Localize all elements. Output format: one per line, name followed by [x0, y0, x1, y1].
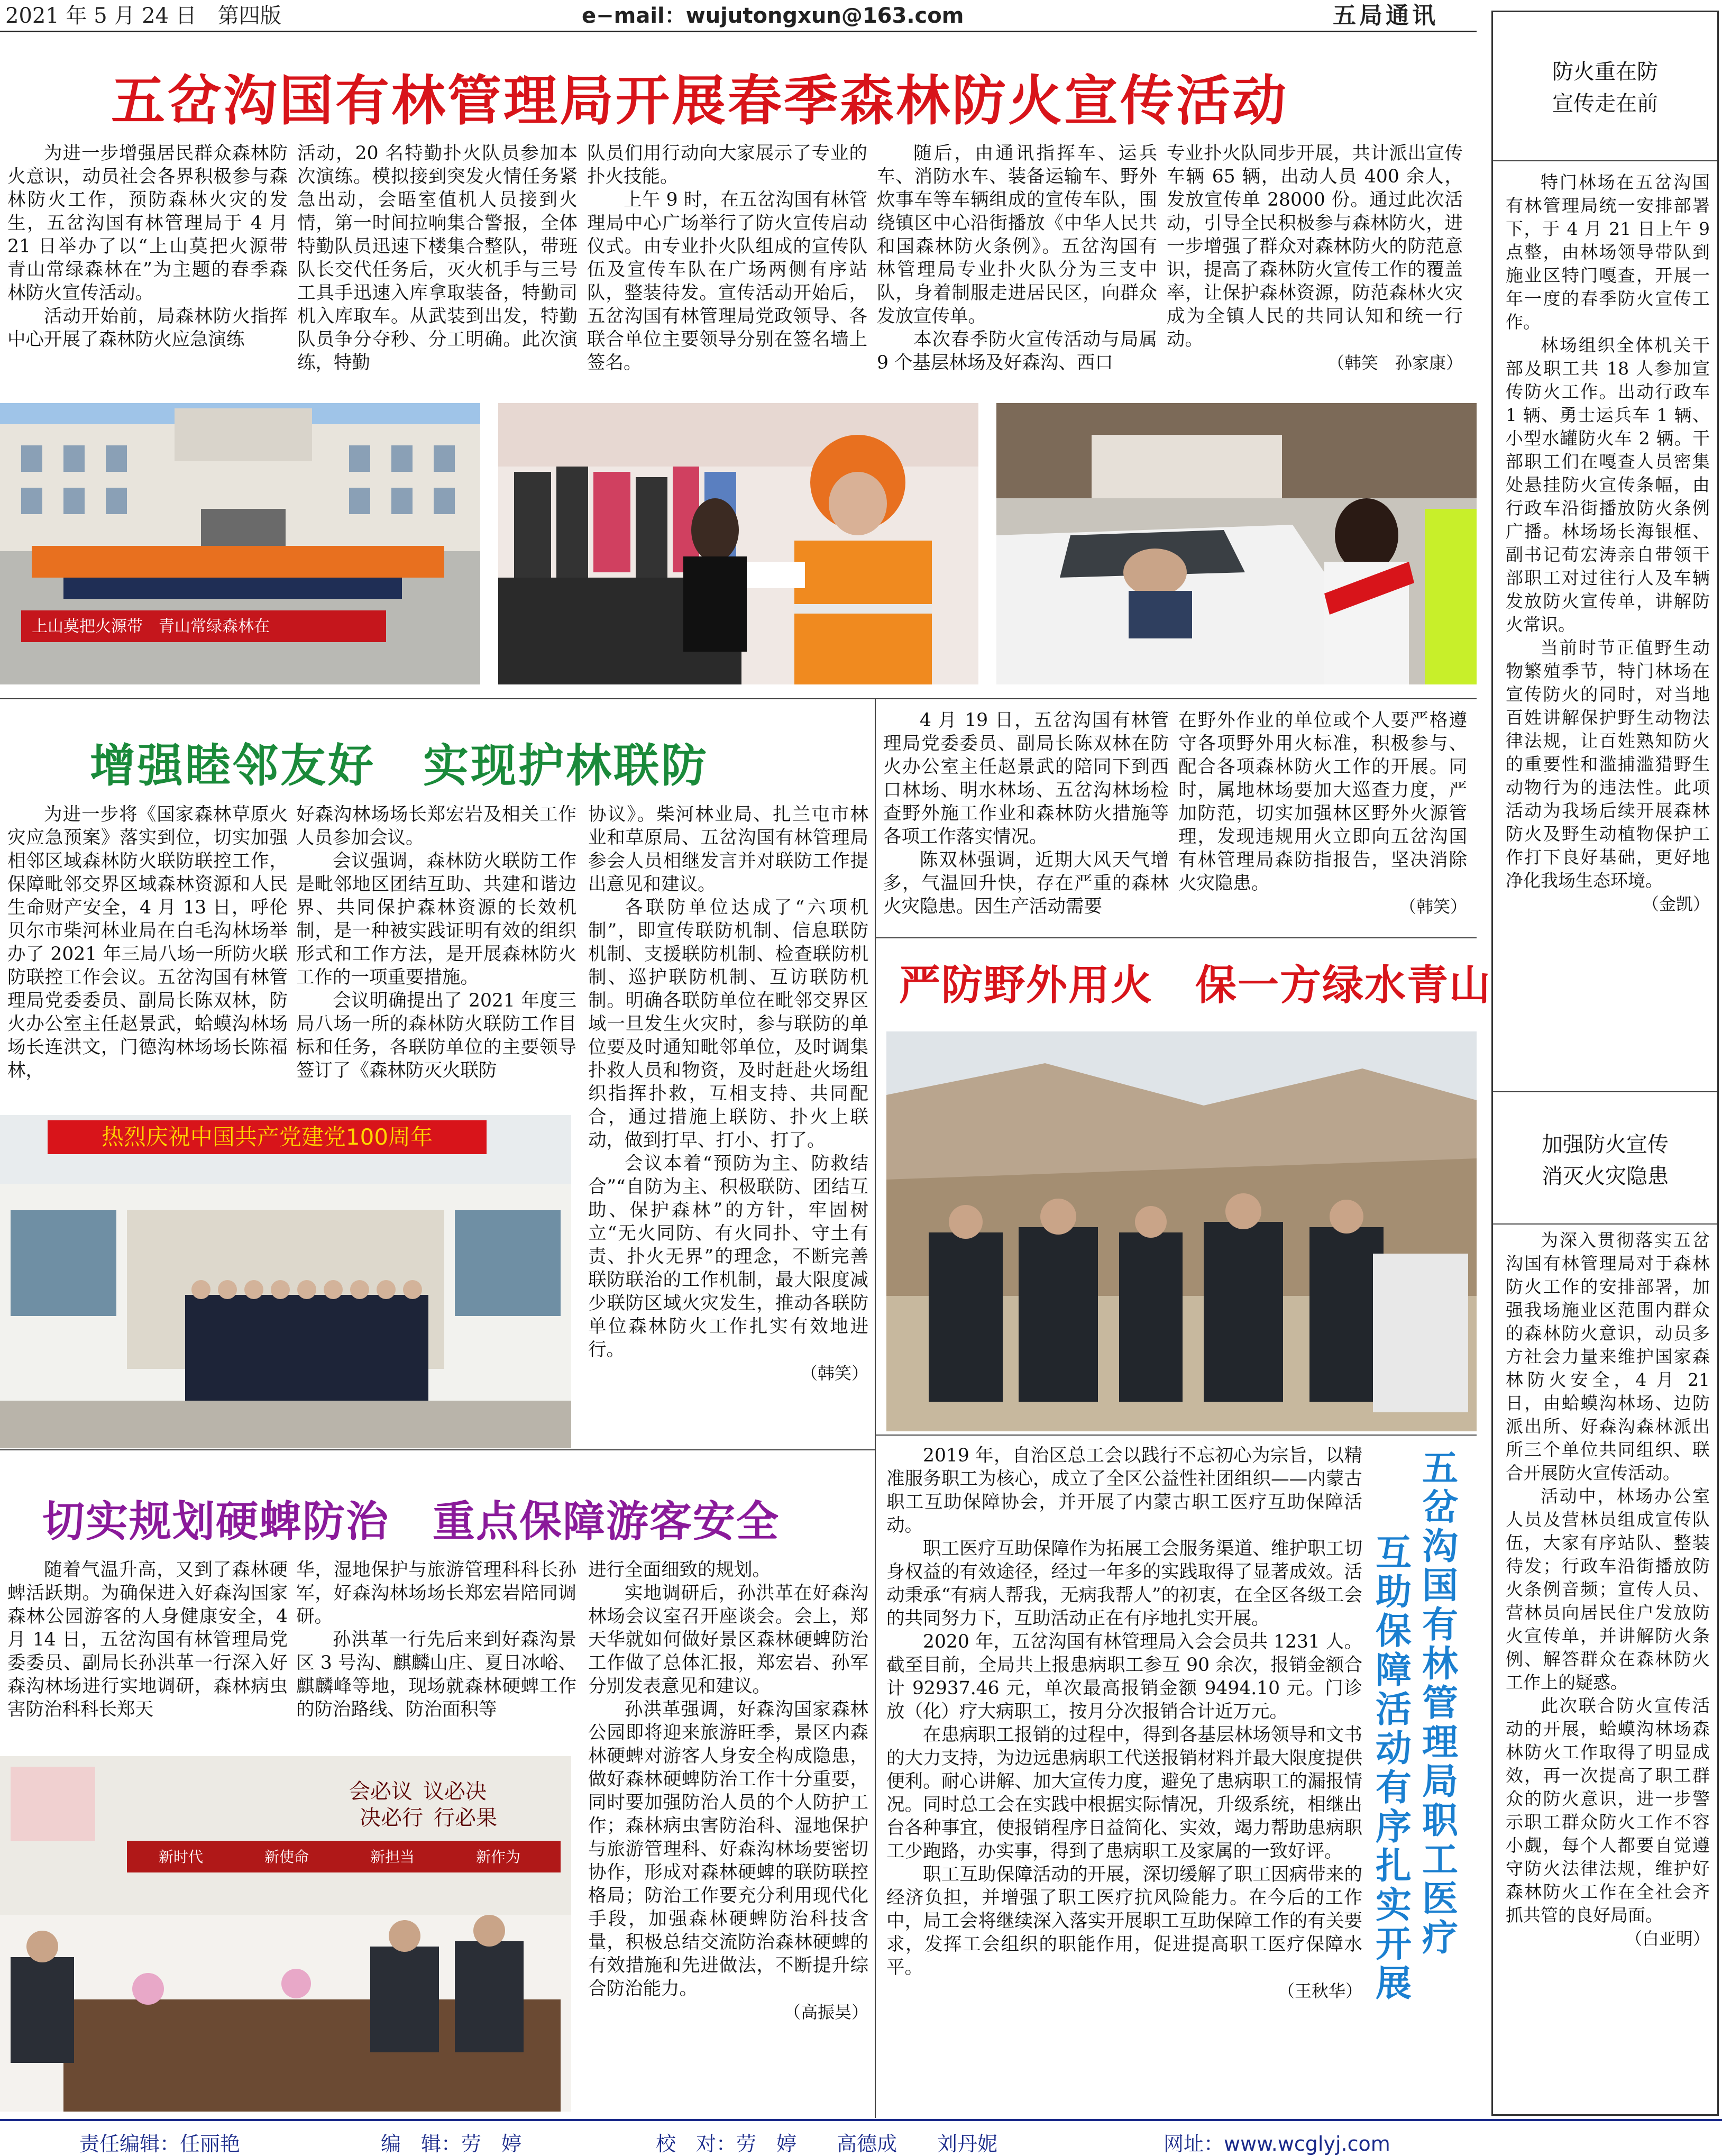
paragraph: 为深入贯彻落实五岔沟国有林管理局对于森林防火工作的安排部署，加强我场施业区范围内群众的森林防火意识，动员多方社会力量来维护国家森林防火安全，4 月 21 日，由蛤蟆沟林场、边防派出所、好森沟森林派出所三个单位共同组织、联合开展防火宣传活动。 [1506, 1230, 1710, 1483]
page-footer [0, 2119, 1722, 2156]
article1-column-3 [587, 142, 867, 396]
article2-column-1 [7, 803, 288, 1099]
paper-name: 五局通讯 [1333, 2, 1439, 29]
paragraph: 此次联合防火宣传活动的开展，蛤蟆沟林场森林防火工作取得了明显成效，再一次提高了职工群众的防火意识，进一步警示职工群众防火工作不容小觑，每个人都要自觉遵守防火法律法规，维护好森林防火工作在全社会齐抓共管的良好局面。 [1506, 1695, 1710, 1925]
wall-slogan: 行必果 [434, 1806, 497, 1830]
article4-title: 切实规划硬蜱防治 重点保障游客安全 [42, 1497, 780, 1546]
paragraph: 在野外作业的单位或个人要严格遵守各项野外用火标准，积极参与、配合各项森林防火工作的开展。同时，属地林场要加大巡查力度，严加防范，切实加强林区野外火源管理，发现违规用火立即向五岔沟国有林管理局森防指报告，坚决消除火灾隐患。 [1178, 710, 1467, 894]
article1-column-5 [1167, 142, 1463, 396]
byline: （金凯） [1642, 894, 1710, 914]
photo-group-meeting [0, 1115, 571, 1448]
paragraph: 林场组织全体机关干部及职工共 18 人参加宣传防火工作。出动行政车 1 辆、勇士运兵车 1 辆、小型水罐防火车 2 辆。干部职工们在嘎查人员密集处悬挂防火宣传条幅，由行政车沿街播放防火条例广播。林场场长海银框、副书记荀宏涛亲自带领干部职工对过往行人及车辆发放防火宣传单，讲解防火常识。 [1506, 335, 1710, 635]
wall-slogan: 新使命 [264, 1848, 309, 1866]
paragraph: 陈双林强调，近期大风天气增多，气温回升快，存在严重的森林火灾隐患。因生产活动需要 [883, 849, 1169, 917]
paragraph: 随着气温升高，又到了森林硬蜱活跃期。为确保进入好森沟国家森林公园游客的人身健康安全，4 月 14 日，五岔沟国有林管理局党委委员、副局长孙洪革一行深入好森沟林场进行实地调研，森林病虫害防治科科长郑天 [7, 1559, 288, 1720]
wall-slogan: 议必决 [423, 1779, 487, 1804]
footer-website: 网址：www.wcglyj.com [1164, 2132, 1390, 2155]
photo-field-inspection [886, 1031, 1477, 1431]
footer-editor-in-charge: 责任编辑：任丽艳 [79, 2132, 241, 2155]
section-rule [875, 1435, 1477, 1436]
paragraph: 实地调研后，孙洪革在好森沟林场会议室召开座谈会。会上，郑天华就如何做好景区森林硬蜱防治工作做了总体汇报，郑宏岩、孙军分别发表意见和建议。 [588, 1583, 868, 1697]
paragraph: 2019 年，自治区总工会以践行不忘初心为宗旨，以精准服务职工为核心，成立了全区公益性社团组织——内蒙古职工互助保障协会，并开展了内蒙古职工医疗互助保障活动。 [886, 1445, 1362, 1536]
paragraph: 本次春季防火宣传活动与局属 9 个基层林场及好森沟、西口 [877, 329, 1157, 373]
paragraph: 活动中，林场办公室人员及营林员组成宣传队伍，大家有序站队、整装待发；行政车沿街播放防火条例音频；宣传人员、营林员向居民住户发放防火宣传单，并讲解防火条例、解答群众在森林防火工作上的疑惑。 [1506, 1486, 1710, 1693]
byline: （高振昊） [783, 2002, 868, 2022]
paragraph: 会议本着“预防为主、防救结合”“自防为主、积极联防、团结互助、保护森林”的方针，牢固树立“无火同防、有火同扑、守土有责、扑火无界”的理念，不断完善联防联治的工作机制，最大限度减少联防区域火灾发生，推动各联防单位森林防火工作扎实有效地进行。 [588, 1153, 868, 1360]
column-divider [875, 698, 876, 1436]
sidebar [1491, 11, 1719, 2116]
article2-column-2 [296, 803, 576, 1099]
paragraph: 华，湿地保护与旅游管理科科长孙军，好森沟林场场长郑宏岩陪同调研。 [296, 1559, 576, 1627]
article3-title: 严防野外用火 保一方绿水青山 [899, 962, 1492, 1009]
sidebar-story1-title-line1: 防火重在防 [1552, 60, 1658, 84]
column-divider [875, 1435, 876, 2118]
footer-proofreaders: 校 对：劳 婷 高德成 刘丹妮 [656, 2132, 998, 2155]
article5-title-col1: 五岔沟国有林管理局职工医疗 [1422, 1448, 1458, 1959]
paragraph: 专业扑火队同步开展，共计派出宣传车辆 65 辆，出动人员 400 余人，发放宣传单 28000 份。通过此次活动，引导全民积极参与森林防火，进一步增强了群众对森林防火的防范意识，提高了森林防火宣传工作的覆盖率，让保护森林资源，防范森林火灾成为全镇人民的共同认知和统一行动。 [1167, 143, 1463, 350]
email-address: e−mail：wujutongxun@163.com [582, 4, 964, 28]
wall-slogan: 会必议 [349, 1779, 413, 1804]
paragraph: 4 月 19 日，五岔沟国有林管理局党委委员、副局长陈双林在防火办公室主任赵景武的陪同下到西口林场、明水林场、五岔沟林场检查野外施工作业和森林防火措施等各项工作落实情况。 [883, 710, 1169, 847]
sidebar-rule [1493, 160, 1717, 161]
sidebar-story2-title-line1: 加强防火宣传 [1542, 1132, 1669, 1157]
byline: （韩笑 孙家康） [1327, 353, 1463, 373]
sidebar-story2-body [1506, 1229, 1710, 2107]
byline: （王秋华） [1277, 1981, 1362, 2001]
article5-column [886, 1444, 1362, 2114]
paragraph: 活动开始前，局森林防火指挥中心开展了森林防火应急演练 [7, 306, 288, 350]
article2-title: 增强睦邻友好 实现护林联防 [90, 739, 709, 792]
photo-car-checkpoint [996, 403, 1477, 684]
paragraph: 会议明确提出了 2021 年度三局八场一所的森林防火联防工作目标和任务，各联防单位的主要领导签订了《森林防灭火联防 [296, 990, 576, 1081]
paragraph: 2020 年，五岔沟国有林管理局入会会员共 1231 人。截至目前，全局共上报患病职工参互 90 余次，报销金额合计 92937.46 元，单次最高报销金额 9494.10 元。门诊放（化）疗大病职工，按月分次报销合计近万元。 [886, 1631, 1362, 1722]
paragraph: 进行全面细致的规划。 [588, 1559, 771, 1581]
wall-slogan: 新作为 [476, 1848, 521, 1866]
wall-slogan: 新担当 [370, 1848, 415, 1866]
byline: （韩笑） [1399, 897, 1467, 917]
wall-slogan: 新时代 [159, 1848, 204, 1866]
wall-slogan: 决必行 [360, 1806, 423, 1830]
paragraph: 上午 9 时，在五岔沟国有林管理局中心广场举行了防火宣传启动仪式。由专业扑火队组成的宣传队伍及宣传车队在广场两侧有序站队，整装待发。宣传活动开始后，五岔沟国有林管理局党政领导、各联合单位主要领导分别在签名墙上签名。 [587, 189, 867, 373]
paragraph: 孙洪革强调，好森沟国家森林公园即将迎来旅游旺季，景区内森林硬蜱对游客人身安全构成隐患，做好森林硬蜱防治工作十分重要，同时要加强防治人员的个人防护工作；森林病虫害防治科、湿地保护与旅游管理科、好森沟林场要密切协作，形成对森林硬蜱的联防联控格局；防治工作要充分利用现代化手段，加强森林硬蜱防治科技含量，积极总结交流防治森林硬蜱的有效措施和先进做法，不断提升综合防治能力。 [588, 1699, 868, 1999]
article4-column-1 [7, 1558, 288, 1744]
section-rule [875, 937, 1477, 938]
sidebar-story1-title-line2: 宣传走在前 [1552, 92, 1658, 116]
header-rule [0, 31, 1477, 32]
paragraph: 职工医疗互助保障作为拓展工会服务渠道、维护职工切身权益的有效途径，经过一年多的实践取得了显著成效。活动秉承“有病人帮我，无病我帮人”的初衷，在全区各级工会的共同努力下，互助活动正在有序地扎实开展。 [886, 1538, 1362, 1629]
issue-date: 2021 年 5 月 24 日 第四版 [5, 4, 281, 28]
paragraph: 活动，20 名特勤扑火队员参加本次演练。模拟接到突发火情任务紧急出动，会晤室值机人员接到火情，第一时间拉响集合警报，全体特勤队员迅速下楼集合整队，带班队长交代任务后，灭火机手与三号工具手迅速入库拿取装备，特勤司机入库取车。从武装到出发，特勤队员争分夺秒、分工明确。此次演练，特勤 [297, 143, 578, 373]
paragraph: 协议》。柴河林业局、扎兰屯市林业和草原局、五岔沟国有林管理局参会人员相继发言并对联防工作提出意见和建议。 [588, 804, 868, 895]
paragraph: 为进一步增强居民群众森林防火意识，动员社会各界积极参与森林防火工作，预防森林火灾的发生，五岔沟国有林管理局于 4 月 21 日举办了以“上山莫把火源带 青山常绿森林在”为主题的春季森林防火宣传活动。 [7, 143, 288, 304]
article3-column-2 [1178, 709, 1467, 920]
article4-column-2 [296, 1558, 576, 1744]
banner-text: 上山莫把火源带 青山常绿森林在 [32, 617, 270, 636]
footer-editor: 编 辑：劳 婷 [381, 2132, 522, 2155]
paragraph: 孙洪革一行先后来到好森沟景区 3 号沟、麒麟山庄、夏日冰峪、麒麟峰等地，现场就森林硬蜱工作的防治路线、防治面积等 [296, 1629, 576, 1720]
article1-column-1 [7, 142, 288, 396]
paragraph: 当前时节正值野生动物繁殖季节，特门林场在宣传防火的同时，对当地百姓讲解保护野生动物法律法规，让百姓熟知防火的重要性和滥捕滥猎野生动物行为的违法性。此项活动为我场后续开展森林防火及野生动植物保护工作打下良好基础，更好地净化我场生态环境。 [1506, 637, 1710, 891]
paragraph: 会议强调，森林防火联防工作是毗邻地区团结互助、共建和谐边界、共同保护森林资源的长效机制，是一种被实践证明有效的组织形式和工作方法，是开展森林防火工作的一项重要措施。 [296, 851, 576, 988]
paragraph: 在患病职工报销的过程中，得到各基层林场领导和文书的大力支持，为边远患病职工代送报销材料并最大限度提供便利。耐心讲解、加大宣传力度，避免了患病职工的漏报情况。同时总工会在实践中根据实际情况，升级系统，相继出台各种事宜，使报销程序日益简化、实效，竭力帮助患病职工少跑路，办实事，得到了患病职工及家属的一致好评。 [886, 1724, 1362, 1862]
section-rule [0, 698, 1477, 699]
photo-meeting-room [0, 1756, 571, 2112]
paragraph: 职工互助保障活动的开展，深切缓解了职工因病带来的经济负担，并增强了职工医疗抗风险能力。在今后的工作中，局工会将继续深入落实开展职工互助保障工作的有关要求，发挥工会组织的职能作用，促进提高职工医疗保障水平。 [886, 1864, 1362, 1978]
paragraph: 各联防单位达成了“六项机制”，即宣传联防机制、信息联防机制、支援联防机制、检查联防机制、巡护联防机制、互访联防机制。明确各联防单位在毗邻交界区域一旦发生火灾时，参与联防的单位要及时通知毗邻单位，及时调集扑救人员和物资，及时赶赴火场组织指挥扑救，互相支持、共同配合，通过措施上联防、扑火上联动，做到打早、打小、打了。 [588, 897, 868, 1151]
article1-column-4 [877, 142, 1157, 396]
paragraph: 好森沟林场场长郑宏岩及相关工作人员参加会议。 [296, 804, 576, 848]
byline: （韩笑） [800, 1363, 868, 1383]
sidebar-story2-title-line2: 消灭火灾隐患 [1542, 1164, 1669, 1189]
paragraph: 特门林场在五岔沟国有林管理局统一安排部署下，于 4 月 21 日上午 9 点整，由林场领导带队到施业区特门嘎查，开展一年一度的春季防火宣传工作。 [1506, 172, 1710, 332]
article4-column-3 [588, 1558, 868, 2117]
paragraph: 队员们用行动向大家展示了专业的扑火技能。 [587, 143, 867, 187]
sidebar-story1-body [1506, 171, 1710, 1070]
article2-column-3 [588, 803, 868, 1495]
article5-title-col2: 互助保障活动有序扎实开展 [1375, 1532, 1412, 2005]
banner-text: 热烈庆祝中国共产党建党100周年 [101, 1124, 433, 1150]
paragraph: 为进一步将《国家森林草原火灾应急预案》落实到位，切实加强相邻区域森林防火联防联控工作，保障毗邻交界区域森林资源和人民生命财产安全，4 月 13 日，呼伦贝尔市柴河林业局在白毛沟林场举办了 2021 年三局八场一所防火联防联控工作会议。五岔沟国有林管理局党委委员、副局长陈双林，防火办公室主任赵景武，蛤蟆沟林场场长连洪文，门德沟林场场长陈福林， [7, 804, 288, 1081]
photo-square-ceremony [0, 403, 480, 684]
sidebar-rule [1493, 1223, 1717, 1225]
sidebar-rule [1493, 1091, 1717, 1092]
article1-title: 五岔沟国有林管理局开展春季森林防火宣传活动 [111, 70, 1288, 133]
photo-leaflet-handout [498, 403, 978, 684]
paragraph: 随后，由通讯指挥车、运兵车、消防水车、装备运输车、野外炊事车等车辆组成的宣传车队，围绕镇区中心沿街播放《中华人民共和国森林防火条例》。五岔沟国有林管理局专业扑火队分为三支中队，身着制服走进居民区，向群众发放宣传单。 [877, 143, 1157, 327]
section-rule [0, 1449, 875, 1450]
article3-column-1 [883, 709, 1169, 920]
article1-column-2 [297, 142, 578, 396]
byline: （白亚明） [1625, 1929, 1710, 1949]
